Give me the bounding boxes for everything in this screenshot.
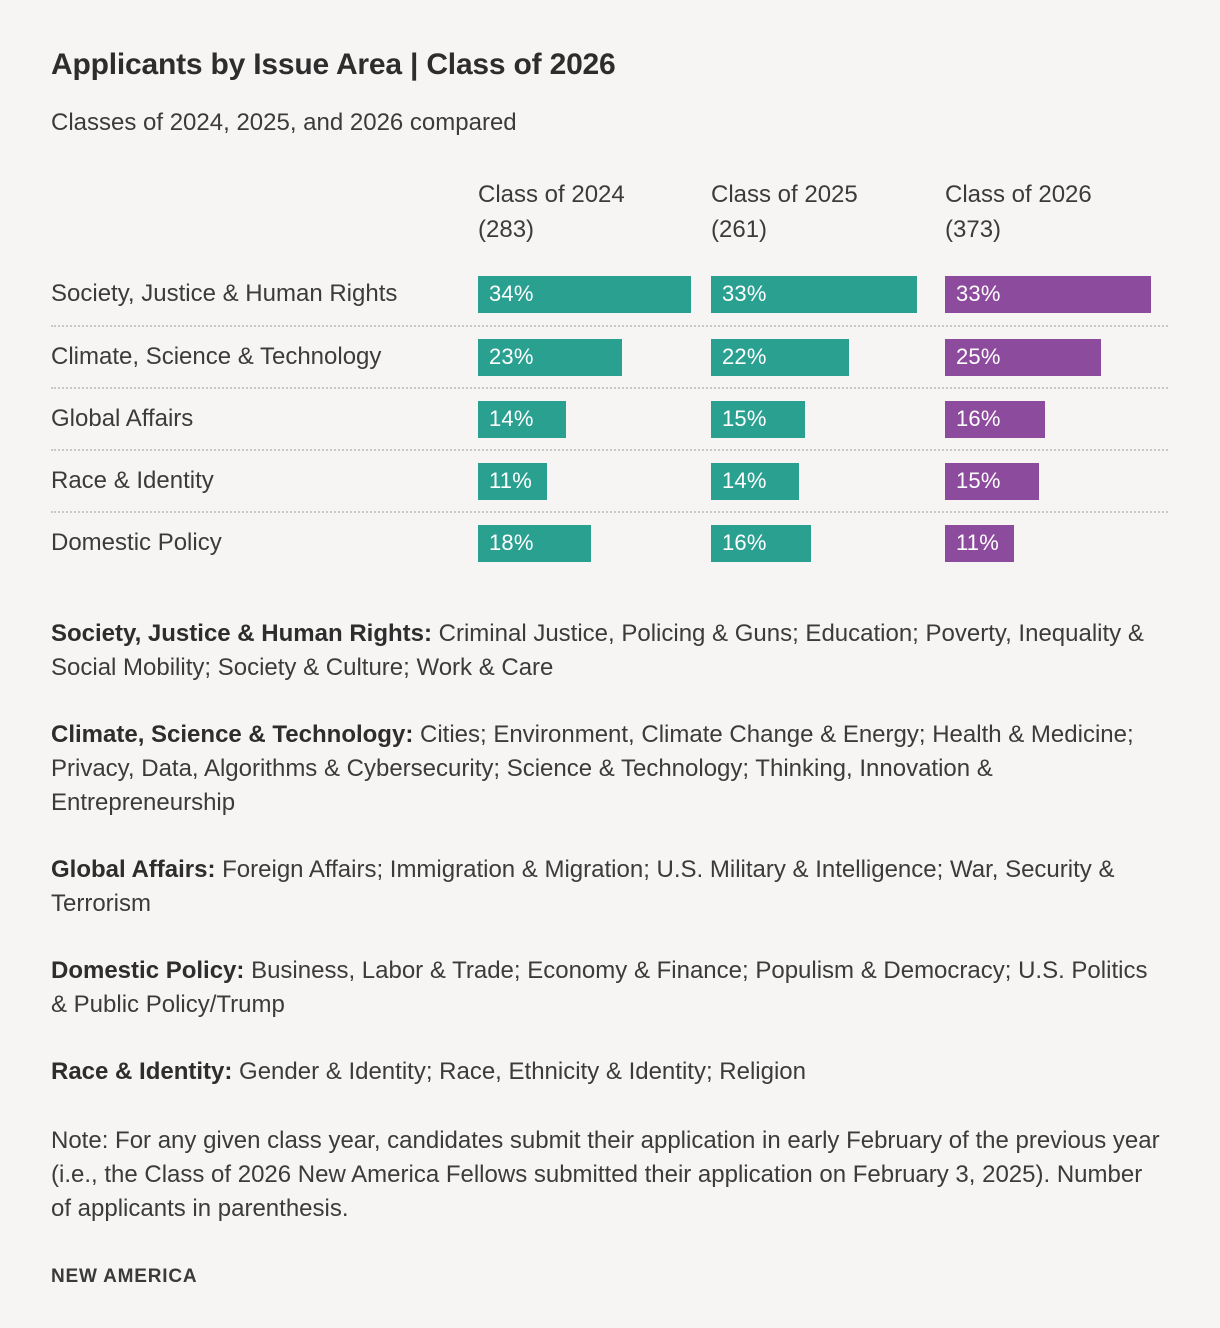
page-subtitle: Classes of 2024, 2025, and 2026 compared xyxy=(51,109,517,136)
issue-area-description: Climate, Science & Technology: Cities; Environment, Climate Change & Energy; Health & Medicine; Privacy, Data, Algorithms & Cybersecurity; Science & Technology; Thinking, Innovation & Entrepreneurship xyxy=(51,721,1134,816)
issue-area-description: Global Affairs: Foreign Affairs; Immigration & Migration; U.S. Military & Intelligence; War, Security & Terrorism xyxy=(51,856,1115,917)
bar-value-label: 15% xyxy=(722,406,767,431)
column-header-count: (261) xyxy=(711,216,768,243)
issue-area-term: Global Affairs: xyxy=(51,856,216,883)
bar-class-of-2026 xyxy=(945,401,1045,438)
bar-value-label: 25% xyxy=(956,344,1001,369)
table-row xyxy=(51,511,1168,573)
bar-value-label: 33% xyxy=(722,281,767,306)
issue-area-label: Climate, Science & Technology xyxy=(51,343,382,370)
issue-area-term: Climate, Science & Technology: xyxy=(51,721,414,748)
issue-area-label: Global Affairs xyxy=(51,405,194,432)
bar-chart xyxy=(51,177,1168,573)
issue-area-label: Race & Identity xyxy=(51,467,214,494)
column-header-label: Class of 2024 xyxy=(478,181,625,208)
bar-cell xyxy=(945,463,1168,500)
bar-class-of-2025 xyxy=(711,401,805,438)
issue-area-description: Society, Justice & Human Rights: Criminal Justice, Policing & Guns; Education; Poverty, Inequality & Social Mobility; Society & Culture; Work & Care xyxy=(51,620,1144,681)
bar-value-label: 23% xyxy=(489,344,534,369)
bar-cell xyxy=(711,525,945,562)
table-row xyxy=(51,325,1168,387)
issue-area-term: Domestic Policy: xyxy=(51,957,245,984)
note-text: Note: For any given class year, candidates submit their application in early February of the previous year (i.e., the Class of 2026 New America Fellows submitted their application on February 3, 2025). Number of applicants in parenthesis. xyxy=(51,1127,1160,1222)
bar-class-of-2024 xyxy=(478,463,547,500)
bar-cell xyxy=(478,339,711,376)
issue-area-description: Race & Identity: Gender & Identity; Race, Ethnicity & Identity; Religion xyxy=(51,1058,806,1085)
bar-value-label: 34% xyxy=(489,281,534,306)
bar-class-of-2024 xyxy=(478,401,566,438)
issue-area-term: Race & Identity: xyxy=(51,1058,233,1085)
bar-class-of-2024 xyxy=(478,339,622,376)
bar-cell xyxy=(478,525,711,562)
bar-cell xyxy=(478,276,711,313)
column-header-2 xyxy=(711,177,945,247)
column-header-3 xyxy=(945,177,1168,247)
bar-value-label: 22% xyxy=(722,344,767,369)
column-header-row xyxy=(51,177,1168,263)
bar-cell xyxy=(945,339,1168,376)
bar-cell xyxy=(945,276,1168,313)
table-row xyxy=(51,449,1168,511)
table-row xyxy=(51,263,1168,325)
page-title: Applicants by Issue Area | Class of 2026 xyxy=(51,48,616,81)
bar-value-label: 18% xyxy=(489,530,534,555)
bar-cell xyxy=(711,463,945,500)
bar-class-of-2024 xyxy=(478,276,691,313)
bar-value-label: 33% xyxy=(956,281,1001,306)
column-header-1 xyxy=(478,177,711,247)
bar-class-of-2024 xyxy=(478,525,591,562)
column-header-label: Class of 2026 xyxy=(945,181,1092,208)
issue-area-term: Society, Justice & Human Rights: xyxy=(51,620,432,647)
bar-value-label: 11% xyxy=(489,468,532,493)
bar-value-label: 16% xyxy=(956,406,1001,431)
column-header-count: (283) xyxy=(478,216,535,243)
bar-cell xyxy=(711,401,945,438)
bar-class-of-2026 xyxy=(945,463,1039,500)
bar-cell xyxy=(478,463,711,500)
issue-area-description: Domestic Policy: Business, Labor & Trade; Economy & Finance; Populism & Democracy; U.S. Politics & Public Policy/Trump xyxy=(51,957,1148,1018)
bar-value-label: 15% xyxy=(956,468,1001,493)
bar-cell xyxy=(478,401,711,438)
bar-value-label: 14% xyxy=(489,406,534,431)
bar-class-of-2025 xyxy=(711,276,917,313)
bar-cell xyxy=(945,525,1168,562)
bar-class-of-2026 xyxy=(945,525,1014,562)
chart-rows xyxy=(51,263,1168,573)
issue-area-descriptions xyxy=(51,617,1168,1089)
brand-logo-text: NEW AMERICA xyxy=(51,1266,198,1287)
bar-class-of-2025 xyxy=(711,339,849,376)
column-header-label: Class of 2025 xyxy=(711,181,858,208)
bar-class-of-2025 xyxy=(711,463,799,500)
bar-value-label: 11% xyxy=(956,530,999,555)
bar-class-of-2026 xyxy=(945,276,1151,313)
issue-area-label: Domestic Policy xyxy=(51,529,222,556)
bar-value-label: 16% xyxy=(722,530,767,555)
bar-cell xyxy=(711,276,945,313)
column-header-count: (373) xyxy=(945,216,1002,243)
bar-class-of-2026 xyxy=(945,339,1101,376)
bar-cell xyxy=(711,339,945,376)
bar-class-of-2025 xyxy=(711,525,811,562)
bar-value-label: 14% xyxy=(722,468,767,493)
bar-cell xyxy=(945,401,1168,438)
table-row xyxy=(51,387,1168,449)
issue-area-label: Society, Justice & Human Rights xyxy=(51,280,398,307)
